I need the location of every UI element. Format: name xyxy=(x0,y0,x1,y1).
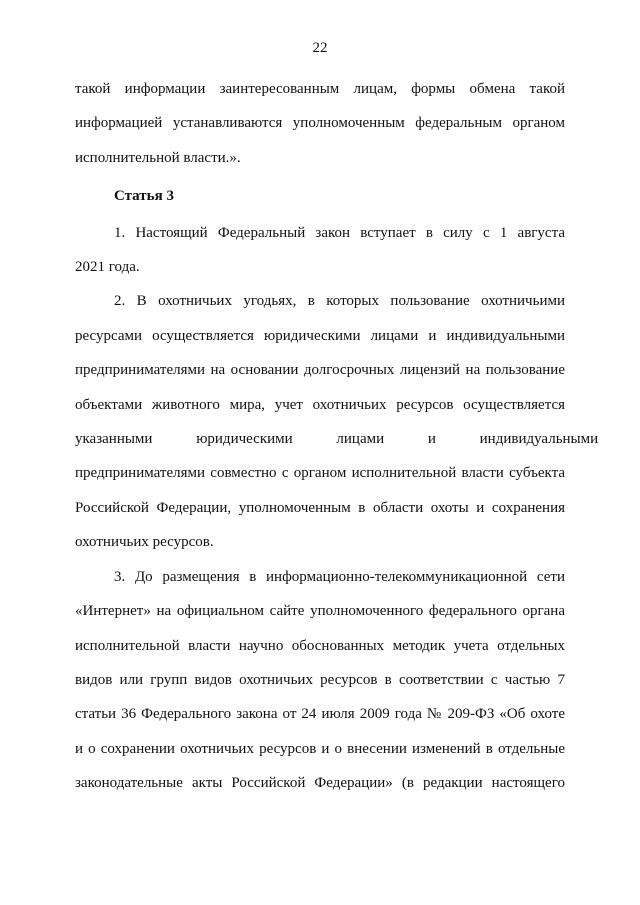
text-line: ресурсами осуществляется юридическими лицами и индивидуальными xyxy=(75,327,565,344)
text-line: исполнительной власти.». xyxy=(75,149,241,166)
continuation-paragraph xyxy=(75,72,565,175)
text-line: законодательные акты Российской Федерации» (в редакции настоящего xyxy=(75,775,565,792)
text-line: Российской Федерации, уполномоченным в области охоты и сохранения xyxy=(75,499,565,516)
document-body xyxy=(75,72,599,801)
text-line: и о сохранении охотничьих ресурсов и о внесении изменений в отдельные xyxy=(75,740,565,757)
article-paragraph-1 xyxy=(75,216,565,285)
article-paragraph-2 xyxy=(75,284,599,559)
text-line: 2021 года. xyxy=(75,259,140,276)
text-line: видов или групп видов охотничьих ресурсов в соответствии с частью 7 xyxy=(75,671,565,688)
text-line: информацией устанавливаются уполномоченным федеральным органом xyxy=(75,115,565,132)
text-line: 1. Настоящий Федеральный закон вступает в силу с 1 августа xyxy=(114,224,565,241)
text-line: 2. В охотничьих угодьях, в которых пользование охотничьими xyxy=(114,293,565,310)
article-paragraph-3 xyxy=(75,560,565,801)
text-line: охотничьих ресурсов. xyxy=(75,534,214,551)
text-line: статьи 36 Федерального закона от 24 июля 2009 года № 209-ФЗ «Об охоте xyxy=(75,706,565,723)
text-line: предпринимателями совместно с органом исполнительной власти субъекта xyxy=(75,465,565,482)
page-number: 22 xyxy=(312,40,328,56)
text-line: указанными юридическими лицами и индивидуальными xyxy=(75,431,599,448)
text-line: «Интернет» на официальном сайте уполномоченного федерального органа xyxy=(75,603,565,620)
text-line: объектами животного мира, учет охотничьих ресурсов осуществляется xyxy=(75,396,565,413)
text-line: исполнительной власти научно обоснованных методик учета отдельных xyxy=(75,637,565,654)
text-line: такой информации заинтересованным лицам, формы обмена такой xyxy=(75,81,565,97)
text-line: предпринимателями на основании долгосрочных лицензий на пользование xyxy=(75,362,565,379)
article-title: Статья 3 xyxy=(114,188,174,205)
text-line: 3. До размещения в информационно-телекоммуникационной сети xyxy=(114,568,565,585)
